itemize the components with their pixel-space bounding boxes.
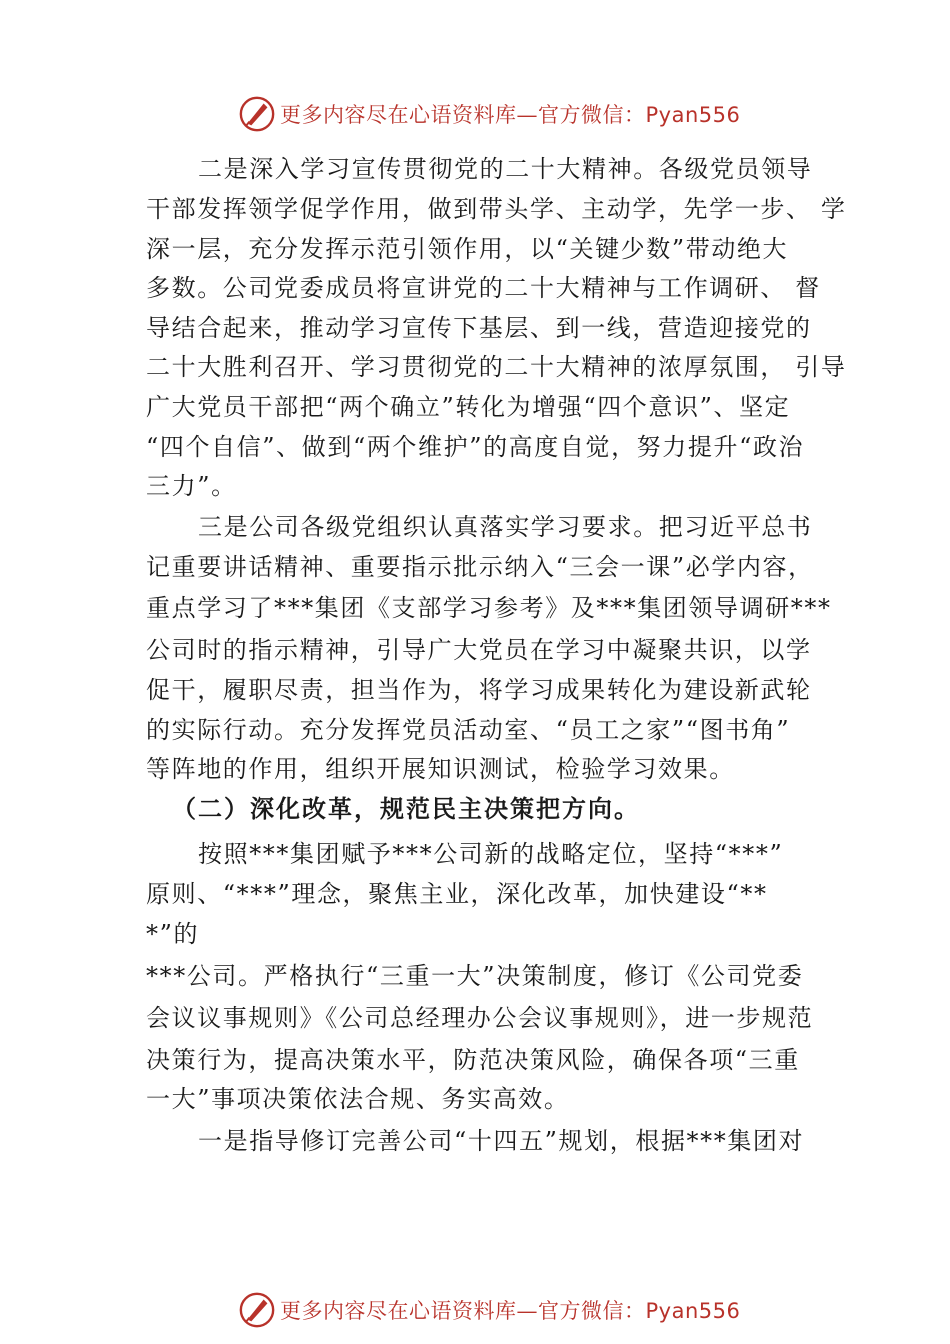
text-line: 导结合起来，推动学习宣传下基层、到一线，营造迎接党的 — [146, 314, 812, 342]
text-line: 干部发挥领学促学作用，做到带头学、主动学，先学一步、 学 — [146, 195, 847, 223]
text-line: *”的 — [146, 920, 200, 948]
text-line: 按照***集团赋予***公司新的战略定位，坚持“***” — [198, 840, 784, 868]
wechat-id: Pyan556 — [645, 1299, 741, 1323]
text-line: “四个自信”、做到“两个维护”的高度自觉，努力提升“政治 — [146, 433, 805, 461]
text-line: 深一层，充分发挥示范引领作用，以“关键少数”带动绝大 — [146, 235, 789, 263]
text-line: 记重要讲话精神、重要指示批示纳入“三会一课”必学内容， — [146, 553, 814, 581]
banner-label: 更多内容尽在心语资料库—官方微信：Pyan556 — [280, 103, 741, 127]
text-line: 公司时的指示精神，引导广大党员在学习中凝聚共识，以学 — [146, 636, 812, 664]
text-line: 一是指导修订完善公司“十四五”规划，根据***集团对 — [198, 1127, 805, 1155]
wechat-id: Pyan556 — [645, 103, 741, 127]
text-line: 原则、“***”理念，聚焦主业，深化改革，加快建设“** — [146, 880, 768, 908]
text-line: 三力”。 — [146, 472, 237, 500]
quill-pen-logo-icon — [238, 95, 276, 133]
quill-pen-logo-icon — [238, 1291, 276, 1329]
text-line: 会议议事规则》《公司总经理办公会议事规则》，进一步规范 — [146, 1004, 814, 1032]
text-line: ***公司。严格执行“三重一大”决策制度，修订《公司党委 — [146, 962, 804, 990]
banner-label: 更多内容尽在心语资料库—官方微信：Pyan556 — [280, 1299, 741, 1323]
text-line: 促干，履职尽责，担当作为，将学习成果转化为建设新武轮 — [146, 676, 812, 704]
text-line: 决策行为，提高决策水平，防范决策风险，确保各项“三重 — [146, 1046, 800, 1074]
text-line: 二是深入学习宣传贯彻党的二十大精神。各级党员领导 — [198, 155, 813, 183]
text-line: 广大党员干部把“两个确立”转化为增强“四个意识”、坚定 — [146, 393, 791, 421]
text-line: 三是公司各级党组织认真落实学习要求。把习近平总书 — [198, 513, 813, 541]
footer-banner — [238, 1290, 740, 1330]
text-line: 等阵地的作用，组织开展知识测试，检验学习效果。 — [146, 755, 735, 783]
text-line: 二十大胜利召开、学习贯彻党的二十大精神的浓厚氛围， 引导 — [146, 353, 847, 381]
section-heading: （二）深化改革，规范民主决策把方向。 — [172, 794, 640, 823]
text-line: 重点学习了***集团《支部学习参考》及***集团领导调研*** — [146, 594, 832, 622]
text-line: 一大”事项决策依法合规、务实高效。 — [146, 1085, 570, 1113]
header-banner — [238, 94, 740, 134]
text-line: 的实际行动。充分发挥党员活动室、“员工之家”“图书角” — [146, 716, 791, 744]
text-line: 多数。公司党委成员将宣讲党的二十大精神与工作调研、 督 — [146, 274, 821, 302]
